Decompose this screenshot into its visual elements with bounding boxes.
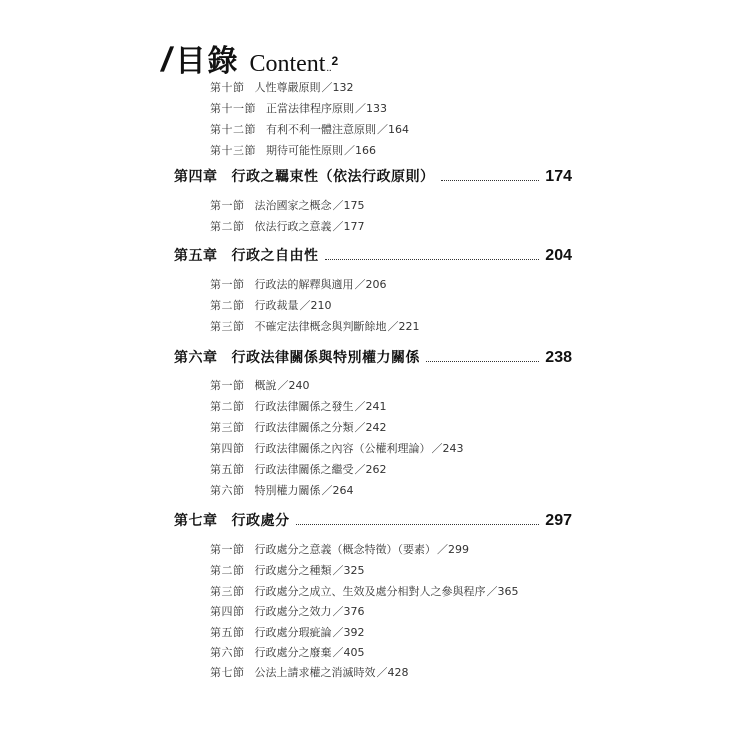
section-page: 392	[343, 626, 365, 639]
page-separator: ／	[486, 585, 498, 598]
section-title: 行政處分之種類	[254, 564, 332, 577]
section-title: 特別權力關係	[254, 484, 321, 497]
section-page: 428	[387, 666, 409, 679]
section-title: 行政法律關係之發生	[254, 400, 354, 413]
toc-section[interactable]	[210, 101, 387, 117]
toc-section[interactable]	[210, 277, 387, 293]
section-title: 行政裁量	[254, 299, 299, 312]
section-title: 行政處分之廢棄	[254, 646, 332, 659]
chapter-number: 第七章	[174, 513, 218, 529]
toc-section[interactable]	[210, 122, 409, 138]
toc-section[interactable]	[210, 420, 387, 436]
chapter-page: 238	[545, 349, 572, 366]
section-page: 240	[288, 379, 310, 392]
chapter-number: 第六章	[174, 350, 218, 366]
chapter-number: 第五章	[174, 248, 218, 264]
chapter-title: 行政之自由性	[231, 248, 319, 264]
section-title: 行政處分瑕疵論	[254, 626, 332, 639]
toc-title-dots: ..	[326, 63, 332, 74]
page-separator: ／	[332, 199, 344, 212]
section-title: 行政處分之效力	[254, 605, 332, 618]
chapter-title: 行政之羈束性（依法行政原則）	[231, 169, 435, 185]
section-title: 人性尊嚴原則	[254, 81, 321, 94]
toc-section[interactable]	[210, 198, 365, 214]
section-page: 241	[365, 400, 387, 413]
section-title: 行政法的解釋與適用	[254, 278, 354, 291]
section-number: 第二節	[210, 564, 245, 577]
section-number: 第四節	[210, 442, 245, 455]
section-page: 264	[332, 484, 354, 497]
section-number: 第三節	[210, 421, 245, 434]
page-separator: ／	[354, 421, 366, 434]
chapter-page: 174	[545, 168, 572, 185]
chapter-title: 行政法律關係與特別權力關係	[231, 350, 420, 366]
section-number: 第五節	[210, 463, 245, 476]
toc-page-number: 2	[331, 54, 339, 68]
section-page: 206	[365, 278, 387, 291]
section-page: 175	[343, 199, 365, 212]
dot-leader	[296, 523, 540, 525]
toc-title-zh: 目錄	[175, 44, 240, 79]
toc-chapter[interactable]	[174, 347, 572, 369]
toc-section[interactable]	[210, 563, 365, 579]
page-separator: ／	[332, 605, 344, 618]
page-separator: ／	[299, 299, 311, 312]
section-page: 325	[343, 564, 365, 577]
toc-chapter[interactable]	[174, 510, 572, 532]
section-title: 有利不利一體注意原則	[266, 123, 376, 136]
chapter-title: 行政處分	[231, 513, 290, 529]
toc-chapter[interactable]	[174, 166, 572, 188]
chapter-page: 297	[545, 512, 572, 529]
section-title: 概說	[254, 379, 277, 392]
chapter-number: 第四章	[174, 169, 218, 185]
section-number: 第三節	[210, 320, 245, 333]
toc-section[interactable]	[210, 645, 365, 661]
page-separator: ／	[332, 646, 344, 659]
section-number: 第二節	[210, 220, 245, 233]
page-separator: ／	[332, 220, 344, 233]
section-title: 期待可能性原則	[266, 144, 343, 157]
section-title: 行政法律關係之繼受	[254, 463, 354, 476]
section-title: 依法行政之意義	[254, 220, 332, 233]
page-separator: ／	[321, 484, 333, 497]
section-number: 第六節	[210, 484, 245, 497]
page-separator: ／	[431, 442, 443, 455]
header-slash: /	[158, 41, 176, 79]
toc-section[interactable]	[210, 462, 387, 478]
section-number: 第四節	[210, 605, 245, 618]
dot-leader	[441, 179, 540, 181]
section-page: 262	[365, 463, 387, 476]
section-title: 行政法律關係之內容（公權利理論）	[254, 442, 431, 455]
section-number: 第二節	[210, 299, 245, 312]
page-separator: ／	[437, 543, 448, 556]
section-number: 第一節	[210, 379, 245, 392]
toc-section[interactable]	[210, 399, 387, 415]
page-separator: ／	[377, 123, 388, 136]
page-separator: ／	[321, 81, 333, 94]
section-page: 210	[310, 299, 332, 312]
chapter-page: 204	[545, 247, 572, 264]
section-number: 第六節	[210, 646, 245, 659]
section-page: 221	[398, 320, 420, 333]
section-title: 公法上請求權之消滅時效	[254, 666, 376, 679]
section-number: 第十一節	[210, 102, 256, 115]
section-number: 第一節	[210, 199, 245, 212]
section-number: 第一節	[210, 278, 245, 291]
page-separator: ／	[354, 463, 366, 476]
toc-section[interactable]	[210, 584, 519, 600]
section-number: 第二節	[210, 400, 245, 413]
toc-section[interactable]	[210, 625, 365, 641]
section-title: 行政法律關係之分類	[254, 421, 354, 434]
page-separator: ／	[355, 102, 366, 115]
section-number: 第十二節	[210, 123, 256, 136]
section-page: 299	[448, 543, 469, 556]
section-title: 行政處分之意義（概念特徵）（要素）	[254, 543, 436, 556]
section-page: 376	[343, 605, 365, 618]
section-title: 正當法律程序原則	[266, 102, 354, 115]
section-page: 405	[343, 646, 365, 659]
page-separator: ／	[332, 626, 344, 639]
toc-section[interactable]	[210, 319, 420, 335]
toc-section[interactable]	[210, 604, 365, 620]
toc-section[interactable]	[210, 80, 354, 96]
toc-section[interactable]	[210, 483, 354, 499]
toc-section[interactable]	[210, 298, 332, 314]
section-page: 166	[355, 144, 376, 157]
section-page: 164	[388, 123, 409, 136]
toc-title-en: Content	[249, 51, 326, 77]
section-number: 第五節	[210, 626, 245, 639]
section-page: 133	[366, 102, 387, 115]
page-separator: ／	[344, 144, 355, 157]
section-page: 177	[343, 220, 365, 233]
section-number: 第七節	[210, 666, 245, 679]
toc-chapter[interactable]	[174, 245, 572, 267]
dot-leader	[426, 360, 539, 362]
page-separator: ／	[354, 400, 366, 413]
toc-section[interactable]	[210, 542, 469, 558]
section-page: 243	[442, 442, 464, 455]
section-number: 第三節	[210, 585, 245, 598]
toc-section[interactable]	[210, 143, 376, 159]
page-separator: ／	[376, 666, 388, 679]
section-number: 第十節	[210, 81, 245, 94]
toc-section[interactable]	[210, 441, 464, 457]
page-separator: ／	[387, 320, 399, 333]
section-number: 第一節	[210, 543, 245, 556]
section-number: 第十三節	[210, 144, 256, 157]
toc-section[interactable]	[210, 219, 365, 235]
section-page: 242	[365, 421, 387, 434]
page-separator: ／	[277, 379, 289, 392]
section-title: 不確定法律概念與判斷餘地	[254, 320, 387, 333]
page-separator: ／	[332, 564, 344, 577]
toc-header	[158, 36, 339, 79]
section-title: 法治國家之概念	[254, 199, 332, 212]
page-separator: ／	[354, 278, 366, 291]
toc-section[interactable]	[210, 378, 310, 394]
dot-leader	[325, 258, 540, 260]
toc-section[interactable]	[210, 665, 409, 681]
section-page: 365	[497, 585, 519, 598]
section-page: 132	[332, 81, 354, 94]
section-title: 行政處分之成立、生效及處分相對人之參與程序	[254, 585, 486, 598]
